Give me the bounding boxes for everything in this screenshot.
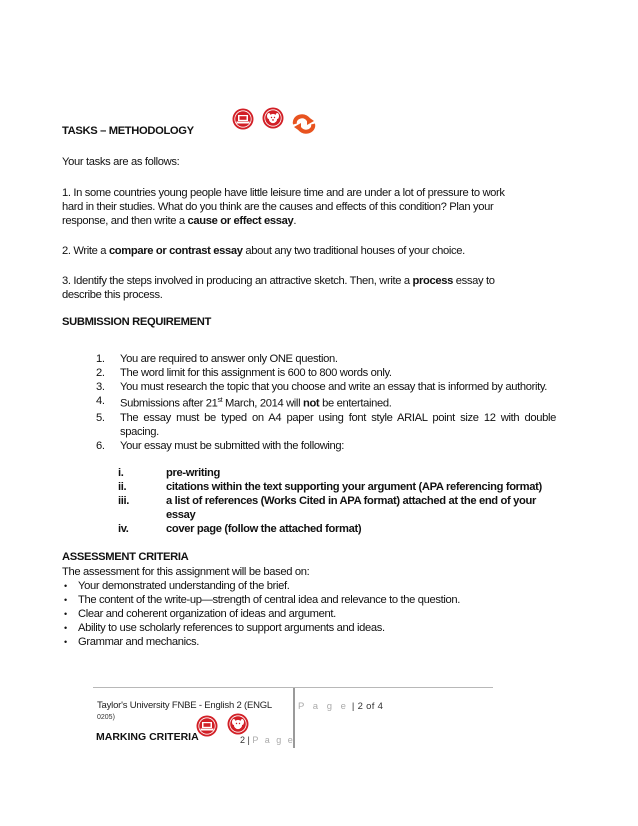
list-item-bold: not [302,397,320,410]
cycle-arrows-icon [291,114,317,134]
list-item [96,394,556,411]
submission-list [96,352,556,453]
footer-page-label [240,735,295,745]
list-number: 6. [96,439,105,452]
list-item-text: The word limit for this assignment is 600 to 800 words only. [120,367,392,379]
list-number: iv. [118,523,129,535]
task-2-bold: compare or contrast essay [108,245,243,257]
list-number: 2. [96,367,105,379]
list-item-text: be entertained. [319,397,392,410]
task-2-end: about any two traditional houses of your choice. [242,245,465,257]
bullet-icon: • [64,609,67,619]
task-3-bold: process [412,275,453,287]
submission-heading: SUBMISSION REQUIREMENT [62,316,211,328]
list-item-text: March, 2014 will [222,397,303,410]
list-item [118,480,548,494]
list-number: 4. [96,395,105,407]
footer-page-number: | 2 of 4 [351,701,384,712]
list-number: 5. [96,411,105,424]
list-item-text: a list of references (Works Cited in APA format) attached at the end of your essay [166,495,537,521]
list-item [118,466,548,480]
puppy-badge-icon [262,107,284,129]
list-item-text: cover page (follow the attached format) [166,523,362,535]
list-item-text: You are required to answer only ONE question. [120,353,338,365]
list-number: 1. [96,353,105,365]
task-1-text: 1. In some countries young people have little leisure time and are under a lot of pressure to work hard in their studies. What do you think are the causes and effects of this condition? Plan your response, and then write a [62,187,505,227]
list-number: ii. [118,481,127,493]
list-item-text: pre-writing [166,467,220,479]
list-item [62,635,542,649]
task-2-text: 2. Write a [62,245,109,257]
task-3-text: 3. Identify the steps involved in producing an attractive sketch. Then, write a [62,275,413,287]
footer-page-info [298,701,383,712]
assessment-intro: The assessment for this assignment will be based on: [62,566,310,578]
list-item-text: Clear and coherent organization of ideas and argument. [78,608,336,620]
bullet-icon: • [64,581,67,591]
tasks-intro: Your tasks are as follows: [62,156,180,168]
list-item [96,366,556,380]
list-item-text: citations within the text supporting your argument (APA referencing format) [166,481,542,493]
list-item-text: The essay must be typed on A4 paper using font style ARIAL point size 12 with double spacing. [120,411,556,438]
list-item [96,411,556,439]
laptop-badge-icon [196,715,218,737]
list-item [62,593,542,607]
tasks-heading: TASKS – METHODOLOGY [62,125,194,137]
puppy-badge-icon [227,713,249,735]
submission-sublist [118,466,548,536]
list-item-text: The content of the write-up—strength of central idea and relevance to the question. [78,594,461,606]
list-item [118,522,548,536]
task-2 [62,244,522,258]
marking-criteria-heading: MARKING CRITERIA [96,731,199,743]
bullet-icon: • [64,595,67,605]
list-item-text: Grammar and mechanics. [78,636,200,648]
list-number: 3. [96,381,105,393]
list-item-text: Your essay must be submitted with the following: [120,439,345,452]
task-3 [62,274,522,302]
list-item-text: Ability to use scholarly references to support arguments and ideas. [78,622,385,634]
superscript: st [217,397,223,404]
list-item [96,439,556,453]
task-1 [62,186,522,228]
list-item [62,621,542,635]
list-number: i. [118,467,124,479]
assessment-list [62,579,542,649]
footer-page-num: 2 | [240,735,250,745]
list-item-text: You must research the topic that you choose and write an essay that is informed by authority. [120,381,548,393]
list-item [118,494,548,522]
list-number: iii. [118,495,130,507]
list-item [62,579,542,593]
laptop-badge-icon [232,108,254,130]
footer-page-word: P a g e [298,701,349,712]
list-item-text: Submissions after 21 [120,397,218,410]
list-item-text: Your demonstrated understanding of the brief. [78,580,290,592]
task-1-end: . [293,215,297,227]
list-item [96,352,556,366]
footer-page-word: P a g e [252,735,295,745]
list-item [62,607,542,621]
task-3-end: essay to describe this process. [62,275,495,301]
bullet-icon: • [64,623,67,633]
bullet-icon: • [64,637,67,647]
footer-course-code: 0205) [97,714,115,721]
footer-course: Taylor's University FNBE - English 2 (ENGL [97,700,273,711]
list-item [96,380,556,394]
task-1-bold: cause or effect essay [187,215,294,227]
assessment-heading: ASSESSMENT CRITERIA [62,551,189,563]
